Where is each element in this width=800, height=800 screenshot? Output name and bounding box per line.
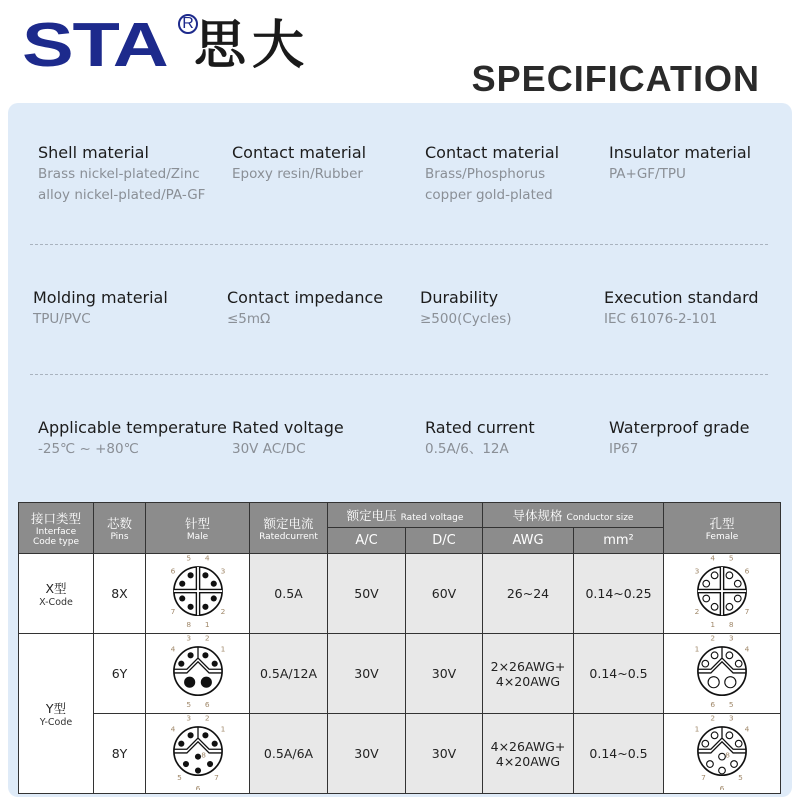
pin-number: 3 [728, 634, 734, 643]
spec-value: ≤5mΩ [227, 311, 271, 327]
pin-number: 1 [220, 644, 225, 654]
pin [711, 572, 718, 579]
pin-number: 2 [694, 607, 700, 617]
header-pins: 芯数 Pins [94, 503, 146, 554]
ac-cell: 50V [328, 554, 406, 634]
pin [708, 677, 719, 688]
pin [725, 677, 736, 688]
pin-number: 5 [728, 554, 734, 563]
female-connector-diagram [672, 634, 772, 710]
pin [182, 761, 188, 767]
male-connector-diagram [148, 714, 248, 790]
spec-item [33, 288, 223, 328]
header-conductor: 导体规格 Conductor size [483, 503, 664, 528]
header-awg: AWG [483, 528, 574, 554]
pin-number: 8 [200, 750, 206, 760]
spec-label: Contact impedance [227, 288, 384, 307]
spec-item [227, 288, 417, 328]
mm2-cell: 0.14~0.5 [574, 634, 664, 714]
pin [711, 732, 718, 739]
spec-label: Molding material [33, 288, 168, 307]
spec-item [609, 418, 799, 458]
spec-label: Execution standard [604, 288, 759, 307]
pin [711, 652, 718, 659]
pin-number: 5 [738, 772, 743, 782]
pin [200, 677, 211, 688]
registered-mark: R [178, 14, 198, 34]
spec-value: ≥500(Cycles) [420, 311, 512, 327]
pin-number: 3 [185, 714, 191, 723]
pin [719, 767, 726, 774]
spec-value: -25℃ ~ +80℃ [38, 441, 139, 457]
pin [178, 661, 184, 667]
spec-value: IEC 61076-2-101 [604, 311, 718, 327]
header-male: 针型 Male [146, 503, 250, 554]
pin [735, 660, 742, 667]
female-cell [664, 554, 781, 634]
header-female: 孔型 Female [664, 503, 781, 554]
pin-number: 4 [744, 644, 750, 654]
ac-cell: 30V [328, 634, 406, 714]
awg-cell: 4×26AWG+ 4×20AWG [483, 714, 574, 794]
pin-number: 7 [170, 607, 175, 617]
pin-number: 4 [170, 644, 175, 654]
mm2-cell: 0.14~0.25 [574, 554, 664, 634]
pin-number: 6 [744, 566, 750, 576]
pin [726, 732, 733, 739]
pin-number: 6 [204, 700, 210, 710]
pin-number: 7 [744, 607, 750, 617]
pin [711, 603, 718, 610]
spec-label: Insulator material [609, 143, 752, 162]
pin-number: 4 [744, 724, 750, 734]
pin-number: 6 [195, 783, 200, 790]
pin [210, 581, 216, 587]
dc-cell: 30V [406, 714, 483, 794]
pin-number: 5 [176, 772, 182, 782]
pin [726, 572, 733, 579]
header-current: 额定电流 Ratedcurrent [250, 503, 328, 554]
spec-label: Durability [420, 288, 499, 307]
table-row [19, 714, 781, 794]
pin-number: 2 [220, 607, 225, 617]
current-cell: 0.5A/12A [250, 634, 328, 714]
pin-number: 4 [170, 724, 175, 734]
header-mm2: mm² [574, 528, 664, 554]
female-cell [664, 634, 781, 714]
pin [211, 741, 217, 747]
pin-number: 5 [185, 700, 191, 710]
pin [187, 652, 193, 658]
spec-label: Shell material [38, 143, 149, 162]
spec-value: Brass/Phosphorus [425, 166, 546, 182]
pin-number: 1 [220, 724, 225, 734]
pin [194, 767, 200, 773]
pin-number: 8 [728, 620, 734, 630]
pin-number: 2 [204, 714, 210, 723]
table-row [19, 634, 781, 714]
spec-label: Waterproof grade [609, 418, 750, 437]
spec-item [232, 418, 422, 458]
spec-item [609, 143, 799, 183]
pin [702, 740, 709, 747]
pin [211, 661, 217, 667]
awg-cell: 2×26AWG+ 4×20AWG [483, 634, 574, 714]
pin-number: 8 [185, 620, 191, 630]
pin-number: 5 [728, 700, 734, 710]
pin [735, 740, 742, 747]
spec-item [420, 288, 610, 328]
pin-number: 7 [701, 772, 706, 782]
pin [210, 595, 216, 601]
spec-value: alloy nickel-plated/PA-GF [38, 187, 206, 203]
spec-value: Brass nickel-plated/Zinc [38, 166, 200, 182]
logo [22, 11, 311, 80]
spec-value: copper gold-plated [425, 187, 553, 203]
pin [178, 741, 184, 747]
female-connector-diagram [672, 554, 772, 630]
female-cell [664, 714, 781, 794]
pin [703, 580, 710, 587]
awg-cell: 26~24 [483, 554, 574, 634]
pin [206, 761, 212, 767]
pin-number: 2 [710, 714, 716, 723]
pin-number: 1 [694, 644, 700, 654]
pin [187, 572, 193, 578]
page-title: SPECIFICATION [471, 58, 760, 99]
pins-cell: 8Y [94, 714, 146, 794]
header-dc: D/C [406, 528, 483, 554]
male-cell [146, 634, 250, 714]
table-row [19, 554, 781, 634]
pin-number: 3 [728, 714, 734, 723]
pin [726, 652, 733, 659]
spec-label: Rated voltage [232, 418, 344, 437]
spec-value: PA+GF/TPU [609, 166, 686, 182]
logo-brand: STA [22, 11, 168, 80]
spec-value: Epoxy resin/Rubber [232, 166, 363, 182]
pin [202, 572, 208, 578]
pin-number: 4 [204, 554, 210, 563]
pin [184, 677, 195, 688]
pin [703, 595, 710, 602]
spec-label: Contact material [425, 143, 560, 162]
current-cell: 0.5A/6A [250, 714, 328, 794]
pin [187, 732, 193, 738]
current-cell: 0.5A [250, 554, 328, 634]
spec-table [18, 502, 781, 794]
pin [179, 595, 185, 601]
pin [202, 604, 208, 610]
pin [202, 652, 208, 658]
male-connector-diagram [148, 554, 248, 630]
pin [731, 761, 738, 768]
pins-cell: 6Y [94, 634, 146, 714]
pin [202, 732, 208, 738]
pin [702, 660, 709, 667]
pin-number: 8 [725, 750, 730, 760]
pin-number: 2 [710, 634, 716, 643]
pin-number: 3 [220, 566, 225, 576]
pin-number: 3 [185, 634, 191, 643]
header-ac: A/C [328, 528, 406, 554]
pin [194, 754, 200, 760]
pin-number: 1 [204, 620, 210, 630]
mm2-cell: 0.14~0.5 [574, 714, 664, 794]
spec-label: Rated current [425, 418, 535, 437]
pin-number: 6 [710, 700, 716, 710]
pin [726, 603, 733, 610]
header-interface: 接口类型 Interface Code type [19, 503, 94, 554]
dc-cell: 30V [406, 634, 483, 714]
pin-number: 6 [719, 783, 725, 790]
spec-value: IP67 [609, 441, 639, 457]
pin-number: 5 [185, 554, 191, 563]
male-cell [146, 714, 250, 794]
header-voltage: 额定电压 Rated voltage [328, 503, 483, 528]
dc-cell: 60V [406, 554, 483, 634]
spec-item [425, 418, 615, 458]
code-cell: X型 X-Code [19, 554, 94, 634]
pin-number: 3 [694, 566, 700, 576]
logo-cn: 思大 [194, 16, 311, 76]
spec-item [38, 143, 228, 204]
pins-cell: 8X [94, 554, 146, 634]
pin-number: 6 [170, 566, 175, 576]
divider [30, 244, 768, 245]
pin-number: 2 [204, 634, 210, 643]
spec-value: 0.5A/6、12A [425, 441, 509, 457]
spec-item [604, 288, 794, 328]
female-connector-diagram [672, 714, 772, 790]
pin [734, 595, 741, 602]
pin [179, 581, 185, 587]
pin-number: 4 [710, 554, 716, 563]
spec-label: Contact material [232, 143, 367, 162]
spec-label: Applicable temperature [38, 418, 227, 437]
spec-item [425, 143, 615, 204]
pin [707, 761, 714, 768]
code-cell: Y型 Y-Code [19, 634, 94, 794]
divider [30, 374, 768, 375]
male-cell [146, 554, 250, 634]
pin-number: 1 [710, 620, 716, 630]
spec-value: 30V AC/DC [232, 441, 306, 457]
male-connector-diagram [148, 634, 248, 710]
ac-cell: 30V [328, 714, 406, 794]
pin-number: 1 [694, 724, 700, 734]
spec-item [38, 418, 228, 458]
pin [187, 604, 193, 610]
pin [734, 580, 741, 587]
pin-number: 7 [213, 772, 219, 782]
spec-item [232, 143, 422, 183]
spec-value: TPU/PVC [33, 311, 91, 327]
